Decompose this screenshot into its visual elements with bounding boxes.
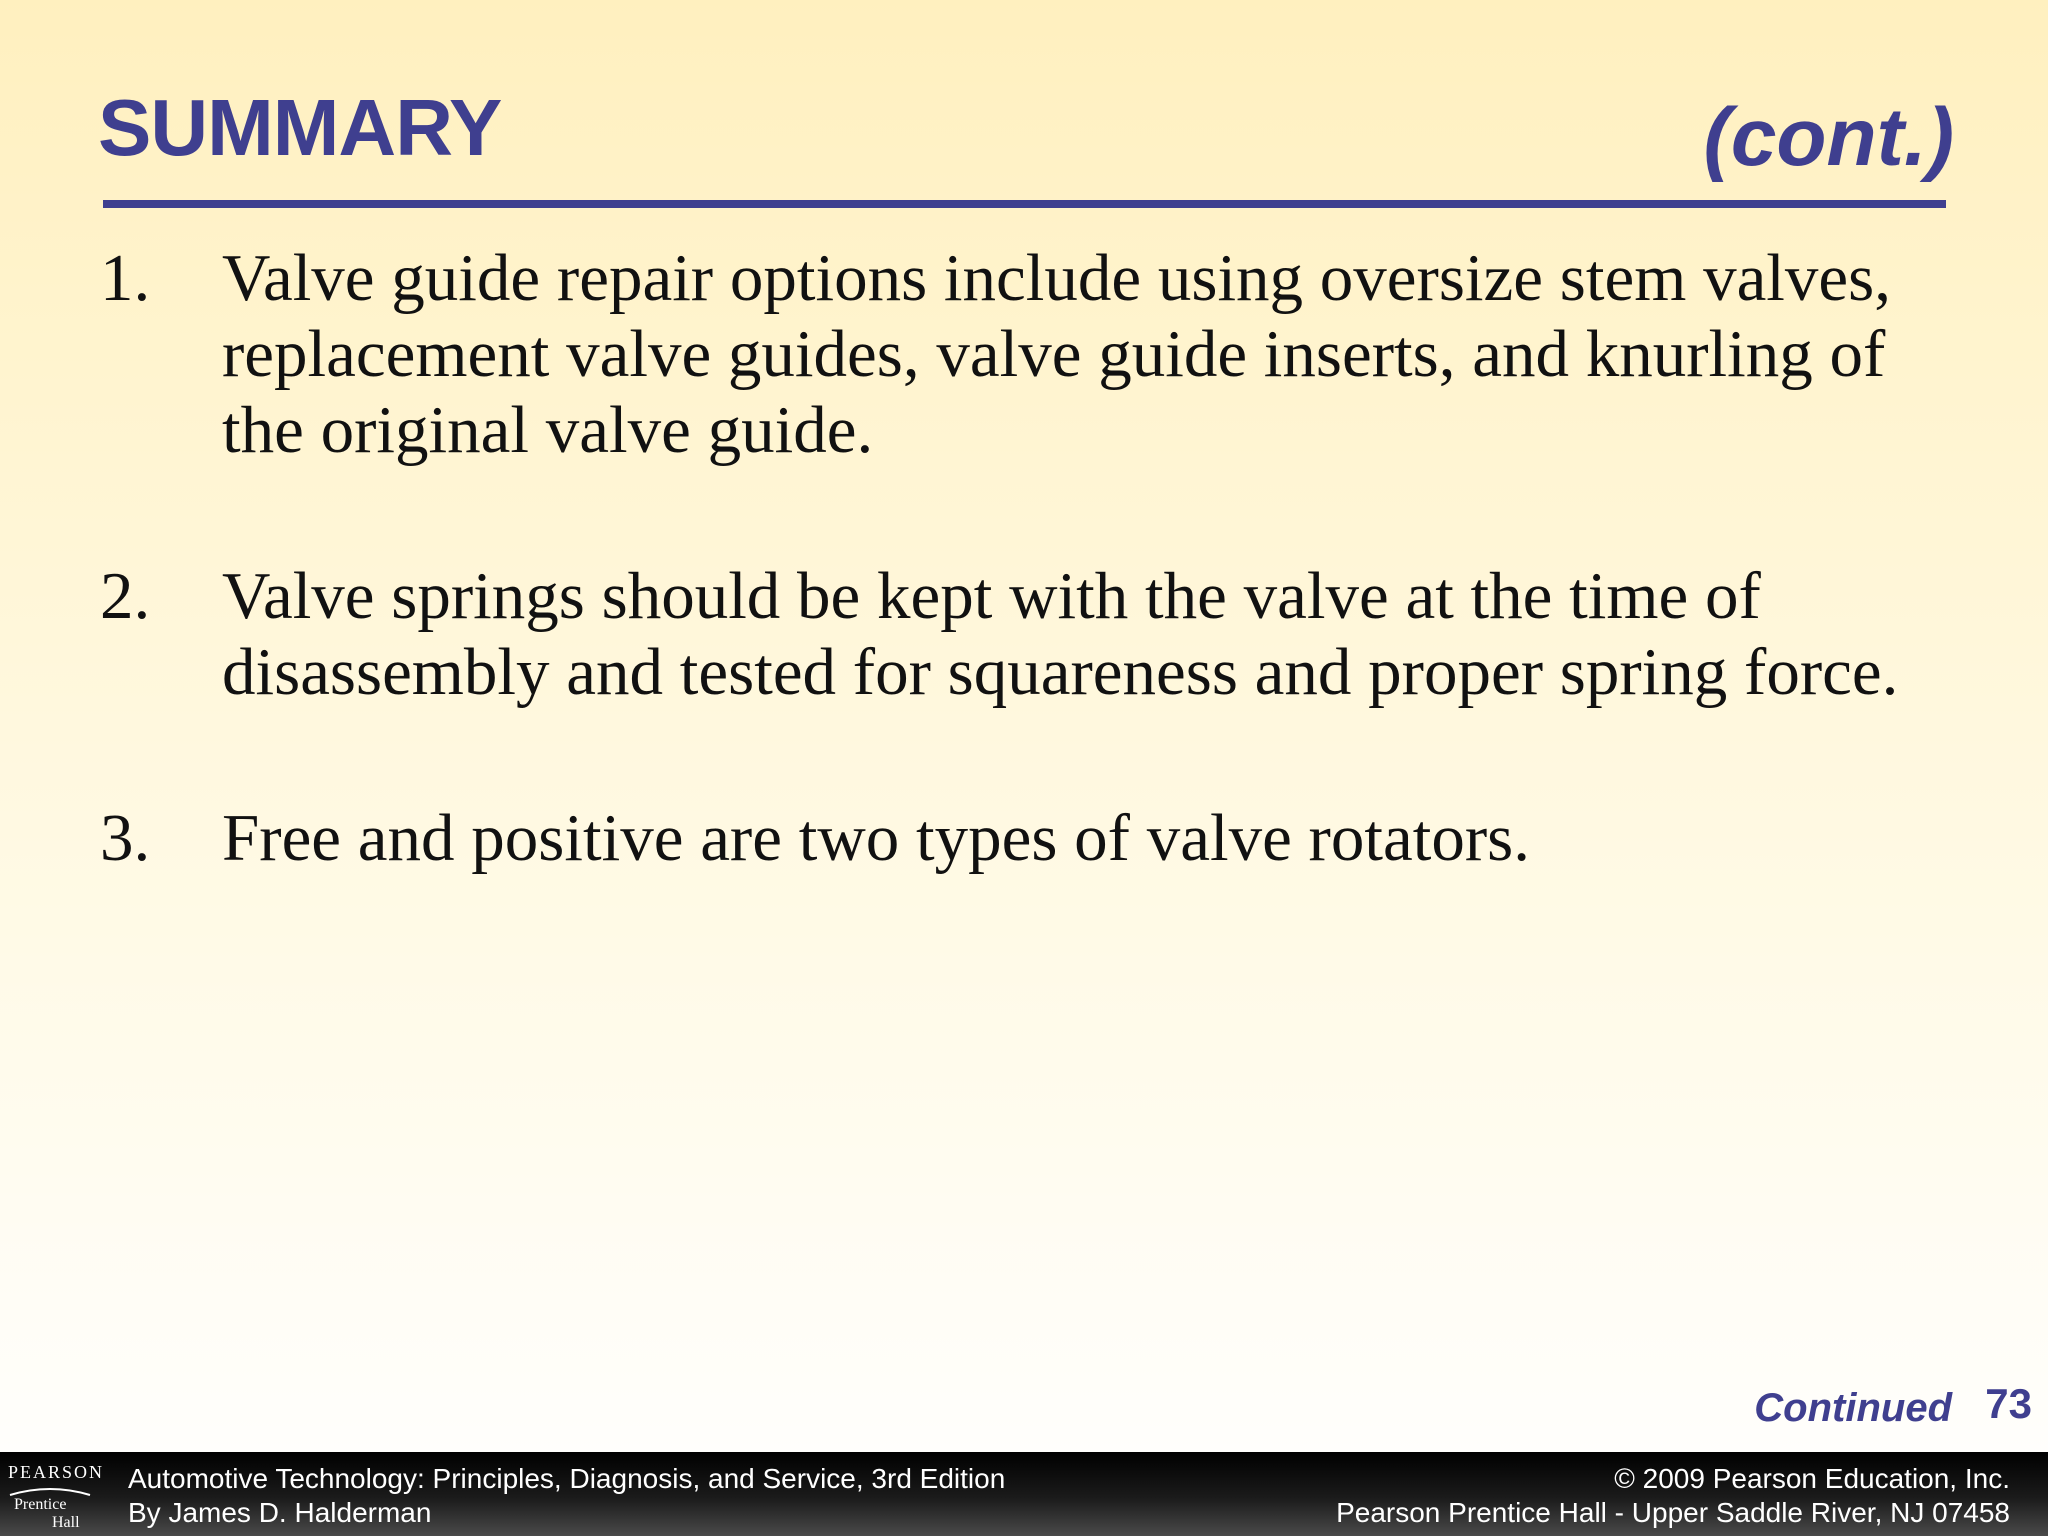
logo-wordmark: PEARSON <box>8 1462 105 1482</box>
item-text: Valve guide repair options include using oversize stem valves, replacement valve guides, valve guide inserts, and knurling of the original valve guide. <box>222 241 1891 467</box>
continued-marker: (cont.) <box>1703 92 1954 183</box>
footer-bar <box>0 1452 2048 1536</box>
item-number: 1. <box>100 241 151 315</box>
title-divider <box>103 200 1946 208</box>
pearson-prentice-hall-logo <box>0 1452 105 1536</box>
logo-arc-icon <box>8 1486 92 1496</box>
summary-item <box>100 800 1920 876</box>
item-text: Free and positive are two types of valve rotators. <box>222 801 1530 875</box>
publisher: Pearson Prentice Hall - Upper Saddle River, NJ 07458 <box>1336 1497 2010 1528</box>
slide-title: SUMMARY <box>98 83 502 172</box>
footer-right <box>1336 1462 2010 1530</box>
item-text: Valve springs should be kept with the valve at the time of disassembly and tested for squareness and proper spring force. <box>222 559 1899 709</box>
summary-list <box>100 240 1920 966</box>
summary-item <box>100 240 1920 468</box>
book-title: Automotive Technology: Principles, Diagnosis, and Service, 3rd Edition <box>128 1463 1006 1494</box>
copyright: © 2009 Pearson Education, Inc. <box>1614 1463 2010 1494</box>
page-number: 73 <box>1985 1380 2032 1427</box>
logo-text-prentice: Prentice <box>14 1496 67 1513</box>
footer-left <box>128 1462 1005 1530</box>
item-number: 2. <box>100 559 151 633</box>
item-number: 3. <box>100 801 151 875</box>
logo-text-hall: Hall <box>52 1514 80 1531</box>
author: By James D. Halderman <box>128 1497 432 1528</box>
continued-label: Continued <box>1754 1386 1952 1430</box>
summary-item <box>100 558 1920 710</box>
